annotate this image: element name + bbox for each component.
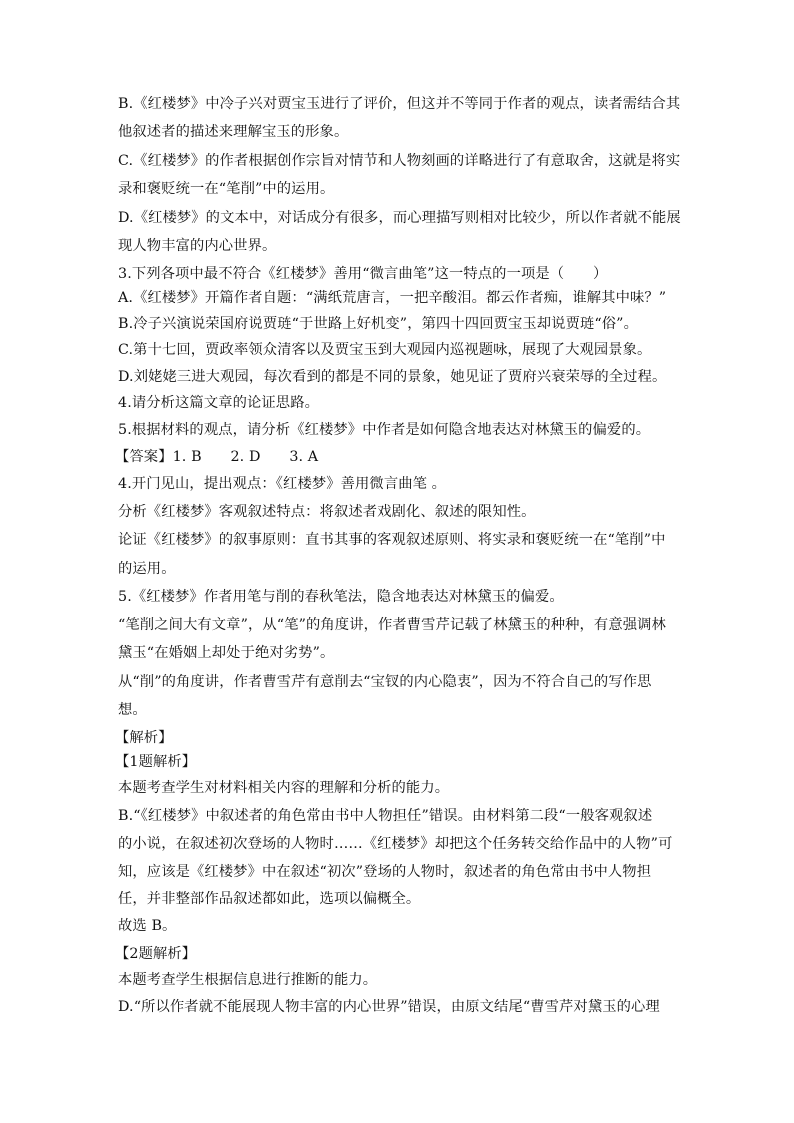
- q1-analysis-heading: 【1题解析】: [115, 754, 197, 770]
- answer-heading: 【答案】1. B 2. D 3. A: [115, 449, 319, 465]
- text-line: 想。: [118, 702, 147, 718]
- text-line: “笔削之间大有文章”，从“笔”的角度讲，作者曹雪芹记载了林黛玉的种种，有意强调林: [118, 617, 666, 633]
- text-line: 本题考查学生对材料相关内容的理解和分析的能力。: [118, 780, 450, 796]
- question-3: 3.下列各项中最不符合《红楼梦》善用“微言曲笔”这一特点的一项是（ ）: [118, 266, 608, 282]
- question-5: 5.根据材料的观点，请分析《红楼梦》中作者是如何隐含地表达对林黛玉的偏爱的。: [118, 422, 651, 438]
- text-line: 黛玉“在婚姻上却处于绝对劣势”。: [118, 645, 335, 661]
- text-line: 的运用。: [118, 561, 176, 577]
- option-a: A.《红楼梦》开篇作者自题：“满纸荒唐言，一把辛酸泪。都云作者痴，谁解其中味？”: [118, 290, 667, 306]
- text-line: 任，并非整部作品叙述都如此，选项以偏概全。: [118, 891, 421, 907]
- text-line: 论证《红楼梦》的叙事原则：直书其事的客观叙述原则、将实录和褒贬统一在“笔削”中: [118, 532, 666, 548]
- text-line: B.“《红楼梦》中叙述者的角色常由书中人物担任”错误。由材料第二段“一般客观叙述: [118, 808, 653, 824]
- option-b: B.冷子兴演说荣国府说贾琏“于世路上好机变”，第四十四回贾宝玉却说贾琏“俗”。: [118, 316, 638, 332]
- text-line: B.《红楼梦》中冷子兴对贾宝玉进行了评价，但这并不等同于作者的观点，读者需结合其: [118, 96, 681, 112]
- q2-analysis-heading: 【2题解析】: [115, 946, 197, 962]
- question-4: 4.请分析这篇文章的论证思路。: [118, 395, 319, 411]
- text-line: 录和褒贬统一在“笔削”中的运用。: [118, 181, 335, 197]
- text-line: 4.开门见山，提出观点：《红楼梦》善用微言曲笔 。: [118, 476, 447, 492]
- text-line: C.《红楼梦》的作者根据创作宗旨对情节和人物刻画的详略进行了有意取舍，这就是将实: [118, 153, 681, 169]
- text-line: 他叙述者的描述来理解宝玉的形象。: [118, 124, 349, 140]
- text-line: D.“所以作者就不能展现人物丰富的内心世界”错误，由原文结尾“曹雪芹对黛玉的心理: [118, 999, 660, 1015]
- option-d: D.刘姥姥三进大观园，每次看到的都是不同的景象，她见证了贾府兴衰荣辱的全过程。: [118, 369, 667, 385]
- analysis-heading: 【解析】: [115, 730, 173, 746]
- text-line: 的小说，在叙述初次登场的人物时……《红楼梦》却把这个任务转交给作品中的人物”可: [118, 836, 673, 852]
- option-c: C.第十七回，贾政率领众清客以及贾宝玉到大观园内巡视题咏，展现了大观园景象。: [118, 342, 652, 358]
- text-line: 本题考查学生根据信息进行推断的能力。: [118, 972, 378, 988]
- text-line: 知，应该是《红楼梦》中在叙述“初次”登场的人物时，叙述者的角色常由书中人物担: [118, 864, 652, 880]
- text-line: 从“削”的角度讲，作者曹雪芹有意削去“宝钗的内心隐衷”，因为不符合自己的写作思: [118, 674, 652, 690]
- text-line: 分析《红楼梦》客观叙述特点：将叙述者戏剧化、叙述的限知性。: [118, 504, 536, 520]
- text-line: 故选 B。: [118, 918, 177, 934]
- text-line: 现人物丰富的内心世界。: [118, 238, 277, 254]
- text-line: 5.《红楼梦》作者用笔与削的春秋笔法，隐含地表达对林黛玉的偏爱。: [118, 589, 564, 605]
- text-line: D.《红楼梦》的文本中，对话成分有很多，而心理描写则相对比较少，所以作者就不能展: [118, 210, 681, 226]
